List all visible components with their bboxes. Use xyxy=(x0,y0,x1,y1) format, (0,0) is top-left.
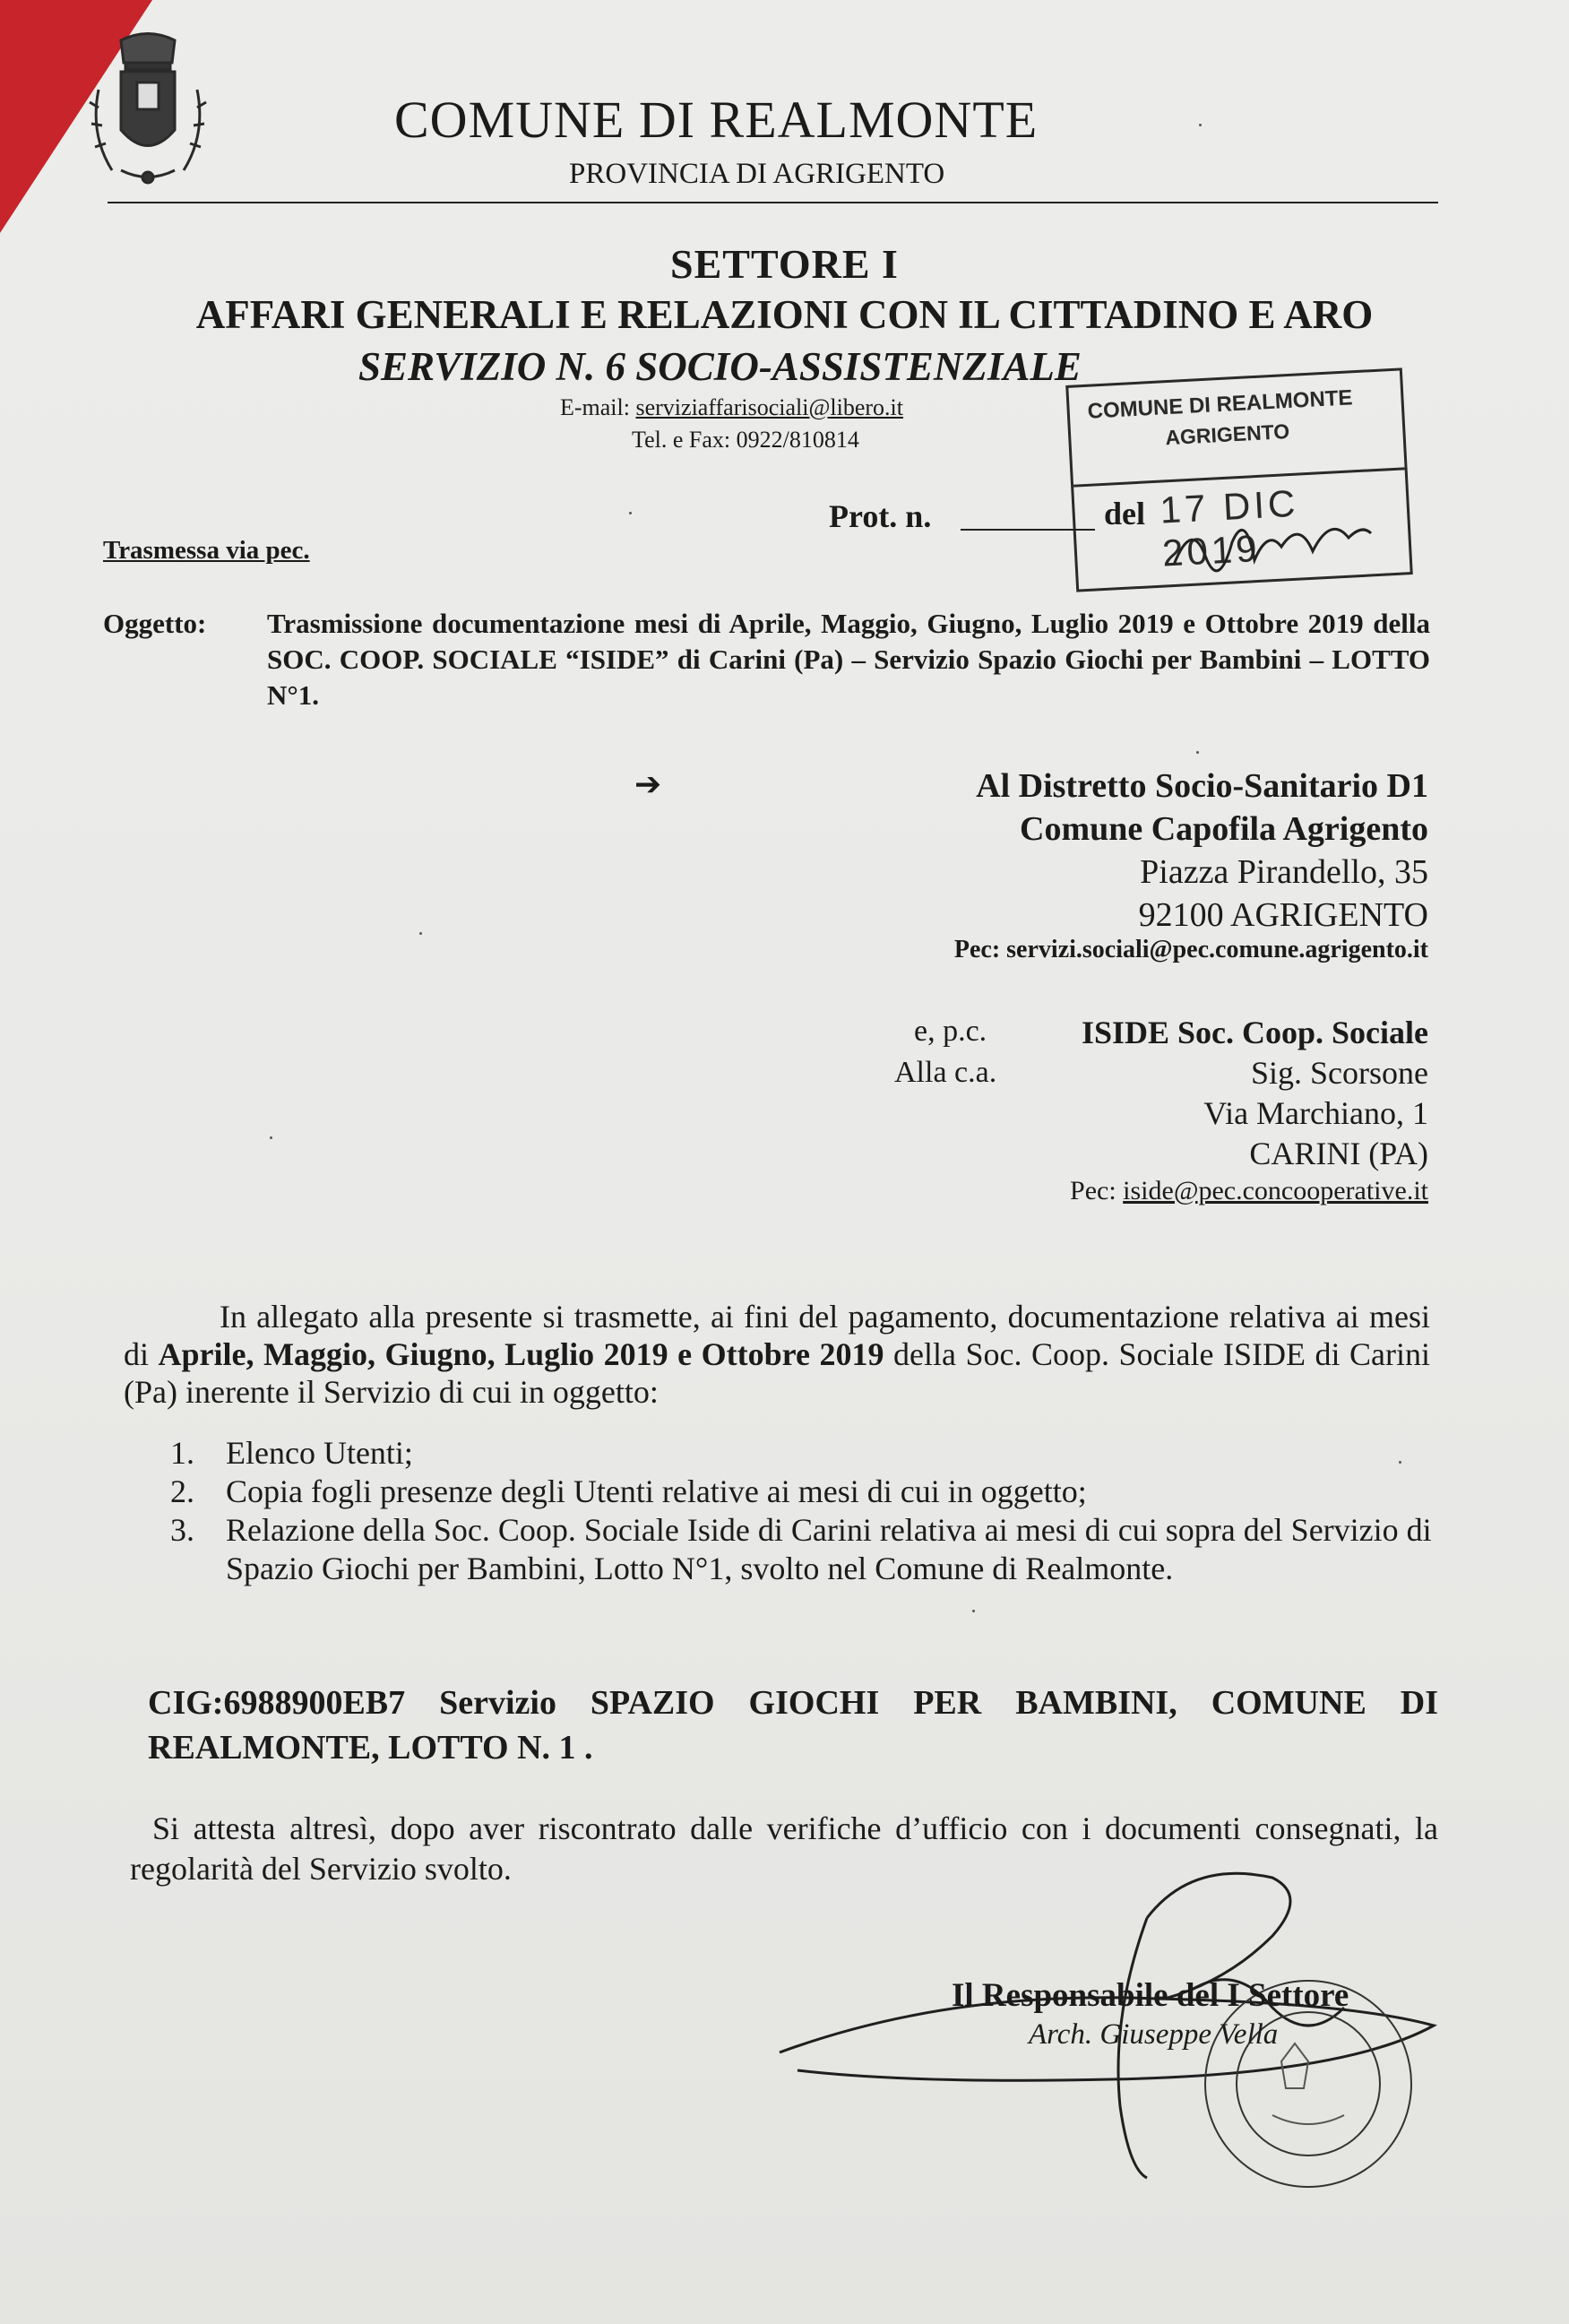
list-item-text: Relazione della Soc. Coop. Sociale Iside di Carini relativa ai mesi di cui sopra del Servizio di Spazio Giochi per Bambini, Lotto N°1, svolto nel Comune di Realmonte. xyxy=(226,1512,1432,1586)
subject-text: Trasmissione documentazione mesi di Aprile, Maggio, Giugno, Luglio 2019 e Ottobre 2019 della SOC. COOP. SOCIALE “ISIDE” di Carini (Pa) – Servizio Spazio Giochi per Bambini – LOTTO N°1. xyxy=(267,608,1430,711)
header-divider xyxy=(108,202,1438,203)
tel-value: 0922/810814 xyxy=(736,427,859,453)
list-item-number: 3. xyxy=(170,1512,194,1548)
body-intro-b: della Soc. Coop. Sociale ISIDE di Carini (Pa) inerente il Servizio di cui in oggetto: xyxy=(124,1336,1430,1410)
paper-speck xyxy=(1196,751,1199,754)
paper-speck xyxy=(1199,124,1202,126)
attachments-list xyxy=(170,1434,1434,1588)
cig-line: CIG:6988900EB7 Servizio SPAZIO GIOCHI PER BAMBINI, COMUNE DI REALMONTE, LOTTO N. 1 . xyxy=(148,1684,1438,1767)
recipient2-line2: Sig. Scorsone xyxy=(1251,1055,1428,1091)
transmission-note: Trasmessa via pec. xyxy=(103,536,310,565)
paper-speck xyxy=(629,512,632,514)
stamp-scribble-signature xyxy=(1165,502,1380,583)
list-item xyxy=(170,1511,1434,1588)
stamp-municipality: COMUNE DI REALMONTE xyxy=(1087,385,1354,424)
protocol-number-blank xyxy=(961,529,1095,531)
signer-role: Il Responsabile del I Settore xyxy=(952,1977,1349,2014)
paper-speck xyxy=(972,1610,975,1612)
recipient1-city: 92100 AGRIGENTO xyxy=(1138,896,1428,934)
list-item-number: 1. xyxy=(170,1435,194,1471)
sector-subtitle: AFFARI GENERALI E RELAZIONI CON IL CITTADINO E ARO xyxy=(195,292,1374,337)
list-item xyxy=(170,1473,1434,1511)
recipient1-street: Piazza Pirandello, 35 xyxy=(1140,853,1428,891)
attestation-paragraph: Si attesta altresì, dopo aver riscontrato dalle verifiche d’ufficio con i documenti consegnati, la regolarità del Servizio svolto. xyxy=(130,1810,1438,1887)
recipient2-pec-link[interactable]: iside@pec.concooperative.it xyxy=(1123,1176,1428,1205)
recipient-primary xyxy=(976,765,1428,937)
list-item xyxy=(170,1434,1434,1473)
body-intro-a: In allegato alla presente si trasmette, ai fini del pagamento, documentazione relativa ai mesi di xyxy=(124,1299,1430,1372)
recipient2-pec xyxy=(1070,1176,1428,1206)
email-line xyxy=(560,394,903,421)
recipient2-line1: ISIDE Soc. Coop. Sociale xyxy=(1081,1015,1428,1050)
email-label: E-mail: xyxy=(560,394,630,420)
province-subtitle: PROVINCIA DI AGRIGENTO xyxy=(569,158,945,190)
municipal-crest-icon xyxy=(72,27,224,206)
protocol-label: Prot. n. xyxy=(829,498,932,534)
body-paragraph xyxy=(124,1298,1430,1411)
cc-label: e, p.c. xyxy=(914,1015,987,1048)
recipient-secondary xyxy=(1082,1013,1428,1174)
stamp-city: AGRIGENTO xyxy=(1164,419,1290,450)
arrow-right-icon: ➔ xyxy=(634,766,662,803)
recipient1-line2: Comune Capofila Agrigento xyxy=(1020,810,1428,848)
subject-label: Oggetto: xyxy=(103,608,207,639)
paper-speck xyxy=(270,1136,272,1139)
tel-line xyxy=(632,427,859,454)
body-intro-months: Aprile, Maggio, Giugno, Luglio 2019 e Ottobre 2019 xyxy=(158,1336,884,1372)
attention-label: Alla c.a. xyxy=(894,1056,997,1089)
paper-speck xyxy=(419,932,422,935)
municipality-title: COMUNE DI REALMONTE xyxy=(394,91,1039,149)
list-item-number: 2. xyxy=(170,1473,194,1509)
recipient2-street: Via Marchiano, 1 xyxy=(1203,1095,1428,1131)
paper-speck xyxy=(1399,1461,1401,1464)
tel-label: Tel. e Fax: xyxy=(632,427,731,453)
sector-title: SETTORE I xyxy=(670,241,899,287)
list-item-text: Copia fogli presenze degli Utenti relative ai mesi di cui in oggetto; xyxy=(226,1473,1087,1509)
service-title: SERVIZIO N. 6 SOCIO-ASSISTENZIALE xyxy=(358,344,1082,389)
stamp-date: 17 DIC 2019 xyxy=(1159,481,1300,575)
recipient2-pec-label: Pec: xyxy=(1070,1176,1116,1205)
recipient1-pec: Pec: servizi.sociali@pec.comune.agrigento.it xyxy=(953,936,1428,963)
recipient2-city: CARINI (PA) xyxy=(1249,1136,1428,1171)
recipient1-line1: Al Distretto Socio-Sanitario D1 xyxy=(976,767,1428,805)
date-label: del xyxy=(1104,496,1146,531)
signer-name: Arch. Giuseppe Vella xyxy=(1029,2018,1279,2051)
email-link[interactable]: serviziaffarisociali@libero.it xyxy=(635,394,904,420)
list-item-text: Elenco Utenti; xyxy=(226,1435,413,1471)
